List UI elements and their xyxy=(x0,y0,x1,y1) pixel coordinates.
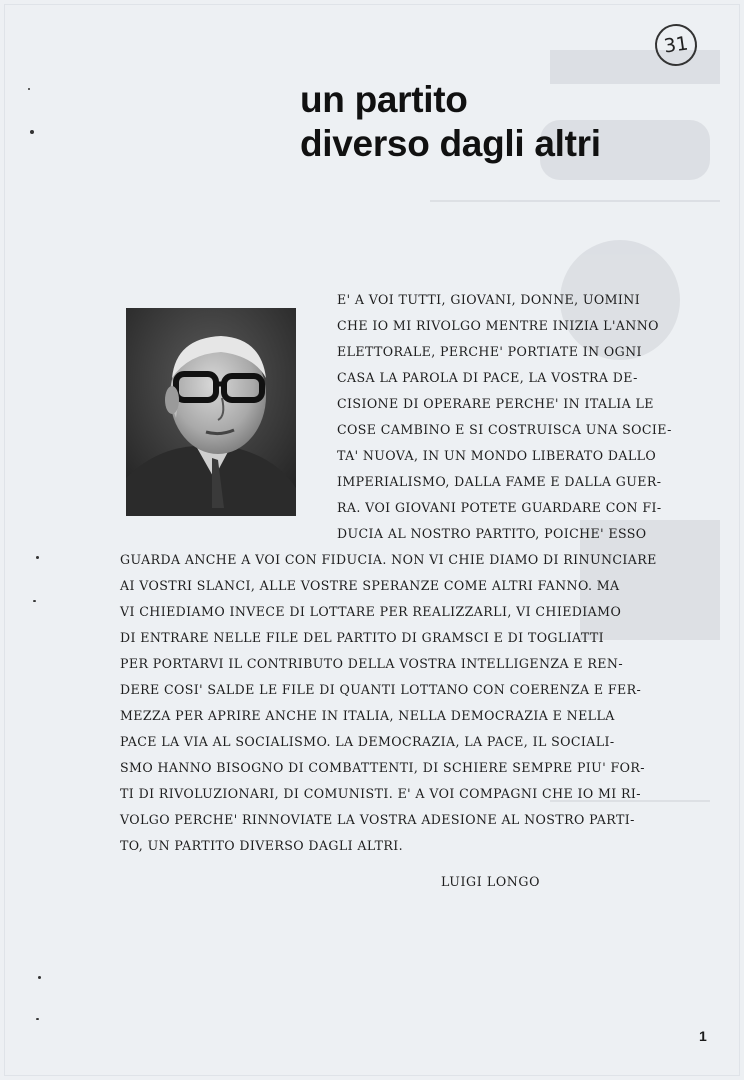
letter-line: PACE LA VIA AL SOCIALISMO. LA DEMOCRAZIA, LA PACE, IL SOCIALI- xyxy=(120,734,615,749)
scan-speck xyxy=(36,1018,39,1020)
headline xyxy=(300,78,720,166)
letter-line: DUCIA AL NOSTRO PARTITO, POICHE' ESSO xyxy=(337,526,647,541)
letter-line: MEZZA PER APRIRE ANCHE IN ITALIA, NELLA DEMOCRAZIA E NELLA xyxy=(120,708,615,723)
letter-line: VI CHIEDIAMO INVECE DI LOTTARE PER REALIZZARLI, VI CHIEDIAMO xyxy=(120,604,622,619)
letter-line: RA. VOI GIOVANI POTETE GUARDARE CON FI- xyxy=(337,500,662,515)
headline-line-2: diverso dagli altri xyxy=(300,123,601,164)
letter-line: DERE COSI' SALDE LE FILE DI QUANTI LOTTANO CON COERENZA E FER- xyxy=(120,682,642,697)
portrait-photo xyxy=(126,308,296,516)
letter-line: CISIONE DI OPERARE PERCHE' IN ITALIA LE xyxy=(337,396,654,411)
letter-line: COSE CAMBINO E SI COSTRUISCA UNA SOCIE- xyxy=(337,422,672,437)
letter-line: AI VOSTRI SLANCI, ALLE VOSTRE SPERANZE COME ALTRI FANNO. MA xyxy=(120,578,620,593)
letter-line: ELETTORALE, PERCHE' PORTIATE IN OGNI xyxy=(337,344,642,359)
letter-line: TA' NUOVA, IN UN MONDO LIBERATO DALLO xyxy=(337,448,657,463)
signature: LUIGI LONGO xyxy=(441,874,540,889)
scan-speck xyxy=(28,88,30,90)
letter-line: CASA LA PAROLA DI PACE, LA VOSTRA DE- xyxy=(337,370,638,385)
scan-speck xyxy=(36,556,39,559)
headline-line-1: un partito xyxy=(300,79,468,120)
scan-speck xyxy=(33,600,36,602)
scan-speck xyxy=(38,976,41,979)
letter-line: IMPERIALISMO, DALLA FAME E DALLA GUER- xyxy=(337,474,662,489)
letter-line: DI ENTRARE NELLE FILE DEL PARTITO DI GRAMSCI E DI TOGLIATTI xyxy=(120,630,605,645)
letter-line: VOLGO PERCHE' RINNOVIATE LA VOSTRA ADESIONE AL NOSTRO PARTI- xyxy=(120,812,635,827)
portrait-photo-icon xyxy=(126,308,296,516)
letter-line: PER PORTARVI IL CONTRIBUTO DELLA VOSTRA INTELLIGENZA E REN- xyxy=(120,656,623,671)
letter-line: TI DI RIVOLUZIONARI, DI COMUNISTI. E' A VOI COMPAGNI CHE IO MI RI- xyxy=(120,786,641,801)
letter-line: E' A VOI TUTTI, GIOVANI, DONNE, UOMINI xyxy=(337,292,641,307)
letter-line: CHE IO MI RIVOLGO MENTRE INIZIA L'ANNO xyxy=(337,318,659,333)
letter-line: TO, UN PARTITO DIVERSO DAGLI ALTRI. xyxy=(120,838,404,853)
letter-line: SMO HANNO BISOGNO DI COMBATTENTI, DI SCHIERE SEMPRE PIU' FOR- xyxy=(120,760,645,775)
scan-speck xyxy=(30,130,34,134)
page-number: 1 xyxy=(699,1028,707,1044)
handwritten-page-mark: 31 xyxy=(652,21,699,68)
letter-line: GUARDA ANCHE A VOI CON FIDUCIA. NON VI CHIE DIAMO DI RINUNCIARE xyxy=(120,552,657,567)
